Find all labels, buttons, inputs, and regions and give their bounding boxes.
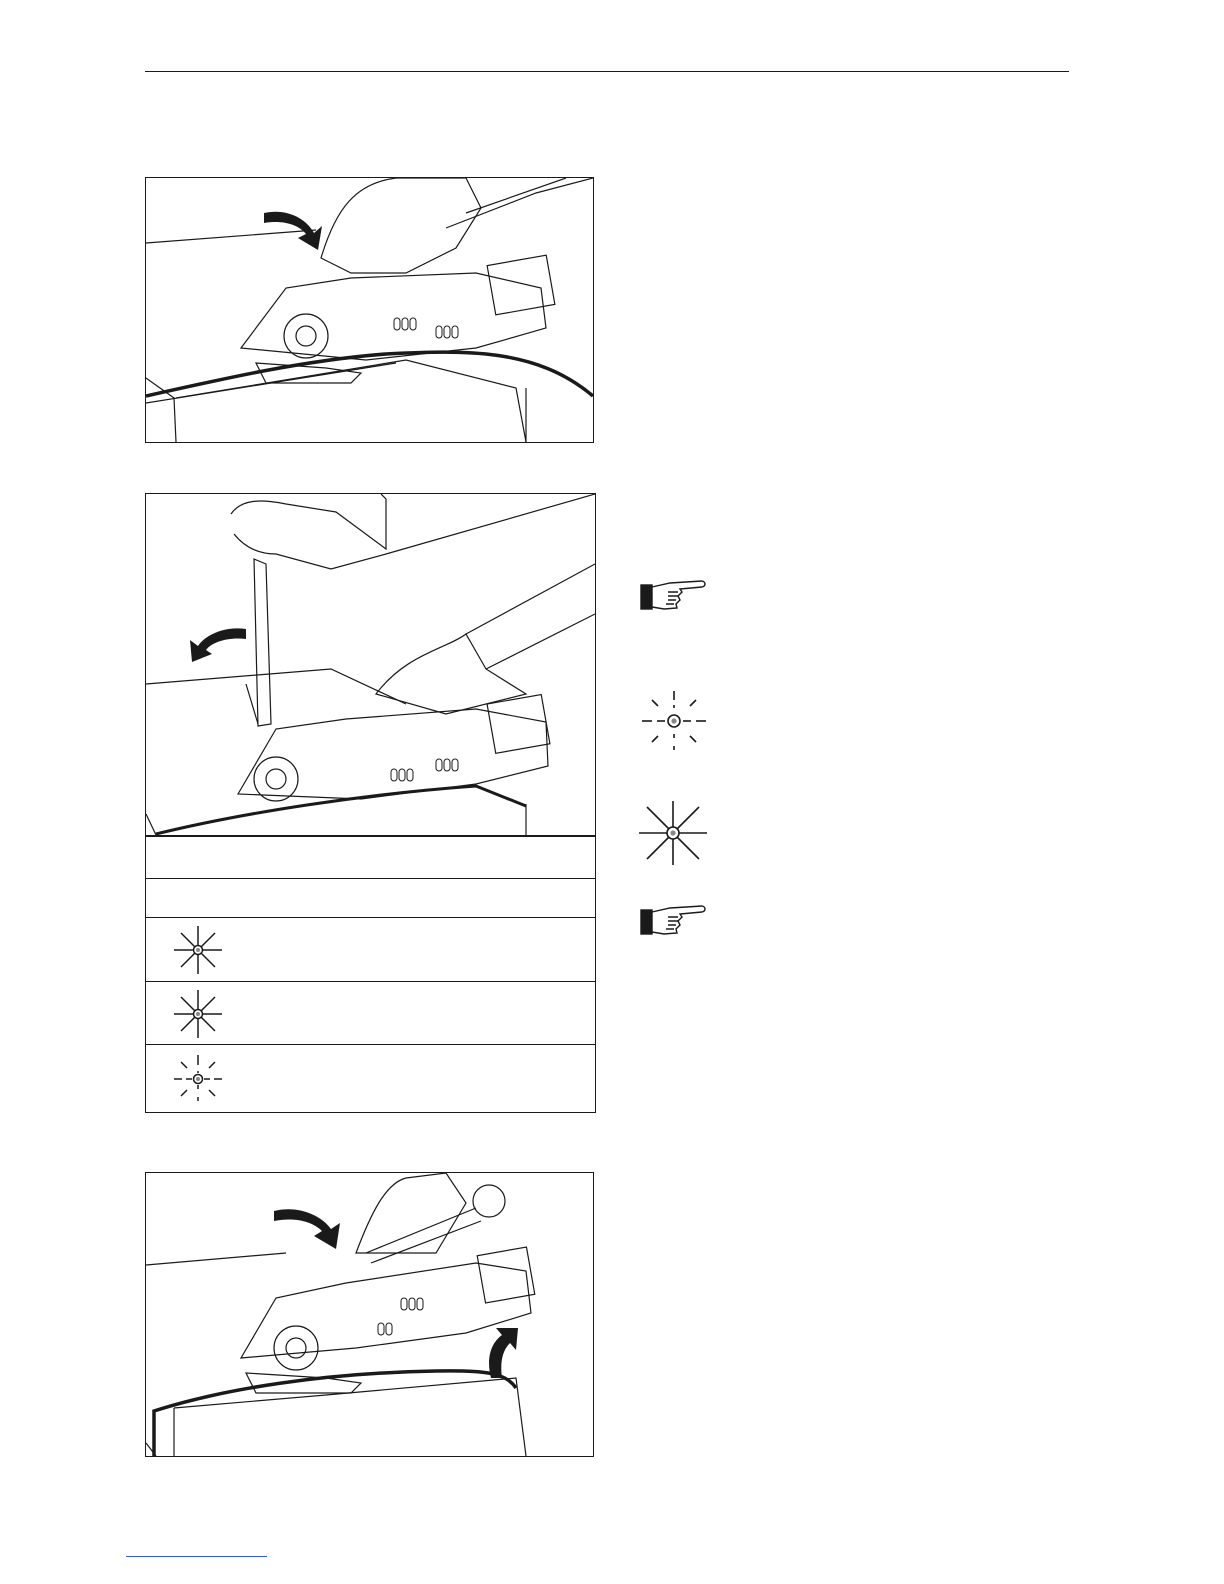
figure-1-illustration <box>146 178 593 442</box>
lift-arrow-icon <box>190 628 246 662</box>
press-arrow-icon <box>274 1209 340 1249</box>
status-table-header-row-1 <box>146 836 595 878</box>
figure-2-illustration <box>146 494 595 835</box>
figure-tool-lift-lever <box>145 493 596 836</box>
led-steady-icon <box>172 988 224 1040</box>
header-rule <box>145 71 1069 72</box>
status-row <box>146 917 595 981</box>
led-steady-icon <box>638 800 708 866</box>
pointing-hand-icon <box>640 903 706 937</box>
press-arrow-icon <box>264 212 322 250</box>
led-flashing-icon <box>640 690 708 752</box>
led-flashing-icon <box>172 1053 224 1105</box>
figure-3-illustration <box>146 1173 593 1456</box>
status-row <box>146 1044 595 1113</box>
figure-tool-press-lever <box>145 177 594 443</box>
figure-tool-release <box>145 1172 594 1457</box>
pointing-hand-icon <box>640 578 706 612</box>
footer-link-underline[interactable] <box>126 1556 267 1557</box>
led-steady-large-icon <box>172 924 224 976</box>
release-arrow-icon <box>489 1328 518 1378</box>
status-table <box>145 836 596 1113</box>
status-table-header-row-2 <box>146 878 595 917</box>
status-row <box>146 981 595 1044</box>
